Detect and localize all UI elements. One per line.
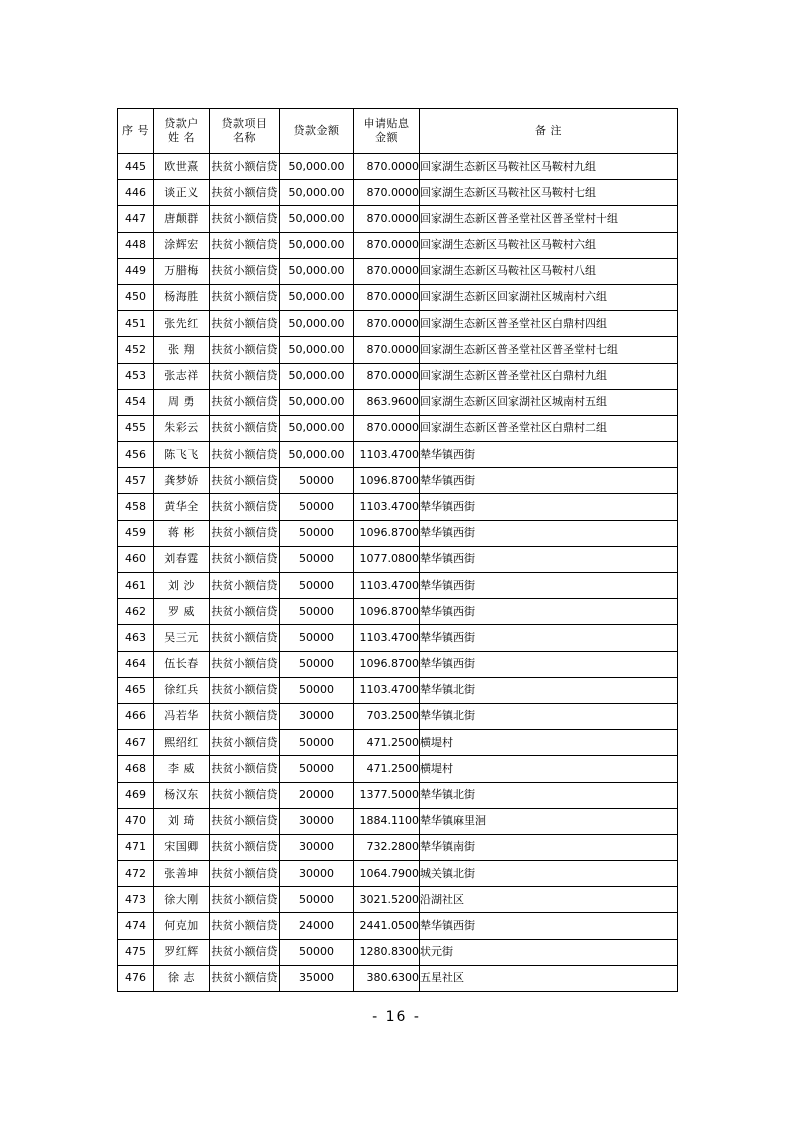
cell-seq: 462 (118, 599, 154, 625)
cell-borrower-name: 朱彩云 (154, 415, 210, 441)
table-row (118, 520, 678, 546)
cell-loan-amount: 50,000.00 (280, 232, 354, 258)
cell-loan-project: 扶贫小额信贷 (210, 442, 280, 468)
table-row (118, 887, 678, 913)
cell-loan-project: 扶贫小额信贷 (210, 206, 280, 232)
cell-subsidy-amount: 471.2500 (354, 730, 420, 756)
loan-subsidy-table (117, 108, 678, 992)
cell-borrower-name: 陈飞飞 (154, 442, 210, 468)
cell-loan-project: 扶贫小额信贷 (210, 677, 280, 703)
cell-subsidy-amount: 1096.8700 (354, 520, 420, 546)
cell-subsidy-amount: 870.0000 (354, 206, 420, 232)
cell-loan-amount: 30000 (280, 703, 354, 729)
cell-loan-amount: 50000 (280, 939, 354, 965)
cell-borrower-name: 徐红兵 (154, 677, 210, 703)
cell-borrower-name: 熙绍红 (154, 730, 210, 756)
table-row (118, 442, 678, 468)
cell-borrower-name: 张 翔 (154, 337, 210, 363)
cell-loan-amount: 50,000.00 (280, 180, 354, 206)
cell-loan-amount: 50000 (280, 730, 354, 756)
column-header-note: 备 注 (420, 109, 678, 154)
cell-subsidy-amount: 870.0000 (354, 311, 420, 337)
cell-subsidy-amount: 1377.5000 (354, 782, 420, 808)
cell-note: 回家湖生态新区普圣堂社区白鼎村四组 (420, 311, 678, 337)
table-row (118, 782, 678, 808)
column-header-loan-project (210, 109, 280, 154)
cell-seq: 449 (118, 258, 154, 284)
cell-seq: 453 (118, 363, 154, 389)
cell-borrower-name: 徐 志 (154, 965, 210, 991)
cell-loan-amount: 30000 (280, 808, 354, 834)
cell-loan-project: 扶贫小额信贷 (210, 939, 280, 965)
cell-seq: 476 (118, 965, 154, 991)
cell-loan-amount: 50000 (280, 651, 354, 677)
table-row (118, 494, 678, 520)
cell-note: 回家湖生态新区马鞍社区马鞍村六组 (420, 232, 678, 258)
cell-subsidy-amount: 1096.8700 (354, 468, 420, 494)
cell-borrower-name: 万腊梅 (154, 258, 210, 284)
column-header-borrower-name-line2: 姓 名 (168, 131, 195, 144)
column-header-subsidy-amount-line2: 金额 (375, 131, 398, 144)
cell-subsidy-amount: 1096.8700 (354, 599, 420, 625)
cell-loan-project: 扶贫小额信贷 (210, 651, 280, 677)
cell-loan-amount: 50000 (280, 677, 354, 703)
table-row (118, 468, 678, 494)
cell-subsidy-amount: 1077.0800 (354, 546, 420, 572)
cell-borrower-name: 杨海胜 (154, 284, 210, 310)
cell-loan-amount: 50000 (280, 546, 354, 572)
cell-seq: 468 (118, 756, 154, 782)
table-row (118, 180, 678, 206)
cell-loan-project: 扶贫小额信贷 (210, 284, 280, 310)
table-row (118, 651, 678, 677)
table-row (118, 730, 678, 756)
cell-note: 五星社区 (420, 965, 678, 991)
cell-loan-project: 扶贫小额信贷 (210, 599, 280, 625)
cell-note: 横堤村 (420, 756, 678, 782)
cell-loan-project: 扶贫小额信贷 (210, 154, 280, 180)
cell-loan-amount: 30000 (280, 861, 354, 887)
cell-loan-project: 扶贫小额信贷 (210, 861, 280, 887)
table-row (118, 756, 678, 782)
cell-subsidy-amount: 3021.5200 (354, 887, 420, 913)
cell-seq: 472 (118, 861, 154, 887)
cell-seq: 457 (118, 468, 154, 494)
cell-loan-amount: 50000 (280, 625, 354, 651)
cell-subsidy-amount: 732.2800 (354, 834, 420, 860)
cell-loan-amount: 50000 (280, 520, 354, 546)
cell-seq: 446 (118, 180, 154, 206)
cell-borrower-name: 宋国卿 (154, 834, 210, 860)
cell-borrower-name: 徐大刚 (154, 887, 210, 913)
table-row (118, 808, 678, 834)
column-header-borrower-name-line1: 贷款户 (164, 117, 199, 131)
table-row (118, 573, 678, 599)
cell-loan-project: 扶贫小额信贷 (210, 311, 280, 337)
cell-loan-project: 扶贫小额信贷 (210, 389, 280, 415)
cell-subsidy-amount: 380.6300 (354, 965, 420, 991)
table-row (118, 389, 678, 415)
cell-note: 辇华镇西街 (420, 599, 678, 625)
cell-seq: 466 (118, 703, 154, 729)
cell-seq: 470 (118, 808, 154, 834)
cell-loan-project: 扶贫小额信贷 (210, 756, 280, 782)
table-header (118, 109, 678, 154)
cell-loan-project: 扶贫小额信贷 (210, 415, 280, 441)
cell-subsidy-amount: 870.0000 (354, 337, 420, 363)
cell-subsidy-amount: 2441.0500 (354, 913, 420, 939)
cell-subsidy-amount: 1064.7900 (354, 861, 420, 887)
cell-loan-project: 扶贫小额信贷 (210, 494, 280, 520)
cell-loan-amount: 50,000.00 (280, 154, 354, 180)
cell-loan-amount: 50,000.00 (280, 258, 354, 284)
cell-note: 回家湖生态新区马鞍社区马鞍村七组 (420, 180, 678, 206)
table-row (118, 913, 678, 939)
column-header-loan-amount: 贷款金额 (280, 109, 354, 154)
cell-subsidy-amount: 870.0000 (354, 415, 420, 441)
cell-seq: 455 (118, 415, 154, 441)
cell-borrower-name: 罗 威 (154, 599, 210, 625)
cell-loan-amount: 24000 (280, 913, 354, 939)
cell-seq: 452 (118, 337, 154, 363)
cell-seq: 464 (118, 651, 154, 677)
cell-loan-amount: 50,000.00 (280, 363, 354, 389)
loan-table-container (117, 108, 677, 992)
cell-loan-project: 扶贫小额信贷 (210, 337, 280, 363)
cell-loan-project: 扶贫小额信贷 (210, 180, 280, 206)
cell-seq: 456 (118, 442, 154, 468)
cell-note: 回家湖生态新区马鞍社区马鞍村九组 (420, 154, 678, 180)
cell-note: 辇华镇北街 (420, 782, 678, 808)
table-row (118, 677, 678, 703)
cell-borrower-name: 刘春霆 (154, 546, 210, 572)
cell-loan-amount: 50,000.00 (280, 206, 354, 232)
cell-loan-amount: 50,000.00 (280, 337, 354, 363)
cell-borrower-name: 刘 沙 (154, 573, 210, 599)
cell-subsidy-amount: 1884.1100 (354, 808, 420, 834)
cell-subsidy-amount: 863.9600 (354, 389, 420, 415)
cell-loan-project: 扶贫小额信贷 (210, 782, 280, 808)
cell-loan-project: 扶贫小额信贷 (210, 468, 280, 494)
cell-note: 辇华镇西街 (420, 442, 678, 468)
table-body (118, 154, 678, 992)
cell-seq: 465 (118, 677, 154, 703)
cell-borrower-name: 涂辉宏 (154, 232, 210, 258)
cell-seq: 471 (118, 834, 154, 860)
cell-note: 城关镇北街 (420, 861, 678, 887)
cell-loan-project: 扶贫小额信贷 (210, 965, 280, 991)
cell-seq: 445 (118, 154, 154, 180)
cell-loan-project: 扶贫小额信贷 (210, 808, 280, 834)
cell-note: 辇华镇西街 (420, 625, 678, 651)
cell-seq: 475 (118, 939, 154, 965)
cell-seq: 467 (118, 730, 154, 756)
column-header-loan-project-line1: 贷款项目 (221, 117, 268, 131)
cell-subsidy-amount: 1103.4700 (354, 494, 420, 520)
cell-note: 辇华镇西街 (420, 546, 678, 572)
table-row (118, 599, 678, 625)
cell-borrower-name: 龚梦娇 (154, 468, 210, 494)
cell-loan-amount: 50000 (280, 887, 354, 913)
table-row (118, 232, 678, 258)
cell-loan-amount: 50,000.00 (280, 311, 354, 337)
cell-borrower-name: 罗红辉 (154, 939, 210, 965)
column-header-subsidy-amount (354, 109, 420, 154)
cell-loan-amount: 50,000.00 (280, 442, 354, 468)
cell-borrower-name: 张善坤 (154, 861, 210, 887)
column-header-borrower-name (154, 109, 210, 154)
cell-borrower-name: 蒋 彬 (154, 520, 210, 546)
cell-borrower-name: 张志祥 (154, 363, 210, 389)
cell-seq: 461 (118, 573, 154, 599)
cell-loan-project: 扶贫小额信贷 (210, 887, 280, 913)
cell-note: 回家湖生态新区回家湖社区城南村六组 (420, 284, 678, 310)
cell-subsidy-amount: 870.0000 (354, 363, 420, 389)
cell-loan-amount: 50,000.00 (280, 415, 354, 441)
table-row (118, 861, 678, 887)
cell-note: 辇华镇北街 (420, 677, 678, 703)
cell-loan-project: 扶贫小额信贷 (210, 258, 280, 284)
cell-subsidy-amount: 870.0000 (354, 180, 420, 206)
cell-seq: 450 (118, 284, 154, 310)
table-row (118, 625, 678, 651)
cell-loan-amount: 50000 (280, 468, 354, 494)
cell-loan-amount: 35000 (280, 965, 354, 991)
cell-borrower-name: 黄华全 (154, 494, 210, 520)
table-row (118, 206, 678, 232)
cell-seq: 451 (118, 311, 154, 337)
table-row (118, 258, 678, 284)
cell-loan-amount: 50000 (280, 756, 354, 782)
cell-seq: 458 (118, 494, 154, 520)
cell-seq: 454 (118, 389, 154, 415)
table-row (118, 337, 678, 363)
cell-loan-amount: 50000 (280, 599, 354, 625)
cell-loan-project: 扶贫小额信贷 (210, 520, 280, 546)
cell-note: 回家湖生态新区普圣堂社区普圣堂村十组 (420, 206, 678, 232)
cell-borrower-name: 伍长春 (154, 651, 210, 677)
table-header-row (118, 109, 678, 154)
cell-seq: 469 (118, 782, 154, 808)
cell-seq: 474 (118, 913, 154, 939)
page-number: - 16 - (372, 1009, 421, 1025)
cell-borrower-name: 刘 琦 (154, 808, 210, 834)
cell-loan-project: 扶贫小额信贷 (210, 913, 280, 939)
cell-loan-amount: 30000 (280, 834, 354, 860)
cell-loan-amount: 50,000.00 (280, 284, 354, 310)
cell-subsidy-amount: 1103.4700 (354, 677, 420, 703)
cell-borrower-name: 周 勇 (154, 389, 210, 415)
cell-seq: 459 (118, 520, 154, 546)
cell-loan-project: 扶贫小额信贷 (210, 232, 280, 258)
cell-note: 回家湖生态新区普圣堂社区白鼎村二组 (420, 415, 678, 441)
table-row (118, 546, 678, 572)
cell-note: 沿湖社区 (420, 887, 678, 913)
table-row (118, 154, 678, 180)
cell-loan-project: 扶贫小额信贷 (210, 625, 280, 651)
table-row (118, 834, 678, 860)
cell-note: 回家湖生态新区马鞍社区马鞍村八组 (420, 258, 678, 284)
cell-seq: 463 (118, 625, 154, 651)
cell-note: 回家湖生态新区普圣堂社区普圣堂村七组 (420, 337, 678, 363)
cell-note: 辇华镇西街 (420, 494, 678, 520)
cell-subsidy-amount: 471.2500 (354, 756, 420, 782)
cell-loan-amount: 50000 (280, 494, 354, 520)
table-row (118, 939, 678, 965)
cell-note: 状元街 (420, 939, 678, 965)
cell-note: 辇华镇北街 (420, 703, 678, 729)
table-row (118, 284, 678, 310)
cell-borrower-name: 唐颠群 (154, 206, 210, 232)
cell-loan-amount: 50,000.00 (280, 389, 354, 415)
table-row (118, 965, 678, 991)
cell-borrower-name: 何克加 (154, 913, 210, 939)
cell-note: 辇华镇西街 (420, 573, 678, 599)
cell-note: 辇华镇西街 (420, 913, 678, 939)
cell-subsidy-amount: 870.0000 (354, 154, 420, 180)
column-header-seq: 序 号 (118, 109, 154, 154)
cell-note: 辇华镇西街 (420, 468, 678, 494)
table-row (118, 703, 678, 729)
cell-note: 辇华镇西街 (420, 520, 678, 546)
cell-subsidy-amount: 1280.8300 (354, 939, 420, 965)
cell-seq: 460 (118, 546, 154, 572)
cell-loan-project: 扶贫小额信贷 (210, 573, 280, 599)
cell-subsidy-amount: 870.0000 (354, 284, 420, 310)
table-row (118, 363, 678, 389)
cell-seq: 448 (118, 232, 154, 258)
cell-borrower-name: 吴三元 (154, 625, 210, 651)
cell-loan-project: 扶贫小额信贷 (210, 834, 280, 860)
cell-subsidy-amount: 1103.4700 (354, 625, 420, 651)
cell-note: 回家湖生态新区回家湖社区城南村五组 (420, 389, 678, 415)
column-header-loan-project-line2: 名称 (233, 131, 256, 144)
cell-borrower-name: 冯若华 (154, 703, 210, 729)
cell-subsidy-amount: 703.2500 (354, 703, 420, 729)
cell-borrower-name: 李 威 (154, 756, 210, 782)
cell-note: 辇华镇西街 (420, 651, 678, 677)
cell-note: 辇华镇麻里洄 (420, 808, 678, 834)
cell-loan-project: 扶贫小额信贷 (210, 703, 280, 729)
cell-subsidy-amount: 1103.4700 (354, 573, 420, 599)
cell-loan-project: 扶贫小额信贷 (210, 363, 280, 389)
cell-seq: 447 (118, 206, 154, 232)
cell-borrower-name: 谈正义 (154, 180, 210, 206)
cell-loan-project: 扶贫小额信贷 (210, 546, 280, 572)
cell-subsidy-amount: 1103.4700 (354, 442, 420, 468)
cell-loan-project: 扶贫小额信贷 (210, 730, 280, 756)
cell-subsidy-amount: 870.0000 (354, 258, 420, 284)
cell-borrower-name: 杨汉东 (154, 782, 210, 808)
cell-loan-amount: 50000 (280, 573, 354, 599)
cell-loan-amount: 20000 (280, 782, 354, 808)
cell-note: 横堤村 (420, 730, 678, 756)
cell-borrower-name: 欧世熹 (154, 154, 210, 180)
column-header-subsidy-amount-line1: 申请贴息 (363, 117, 410, 131)
cell-borrower-name: 张先红 (154, 311, 210, 337)
cell-subsidy-amount: 1096.8700 (354, 651, 420, 677)
table-row (118, 311, 678, 337)
cell-seq: 473 (118, 887, 154, 913)
cell-note: 回家湖生态新区普圣堂社区白鼎村九组 (420, 363, 678, 389)
cell-note: 辇华镇南街 (420, 834, 678, 860)
cell-subsidy-amount: 870.0000 (354, 232, 420, 258)
table-row (118, 415, 678, 441)
